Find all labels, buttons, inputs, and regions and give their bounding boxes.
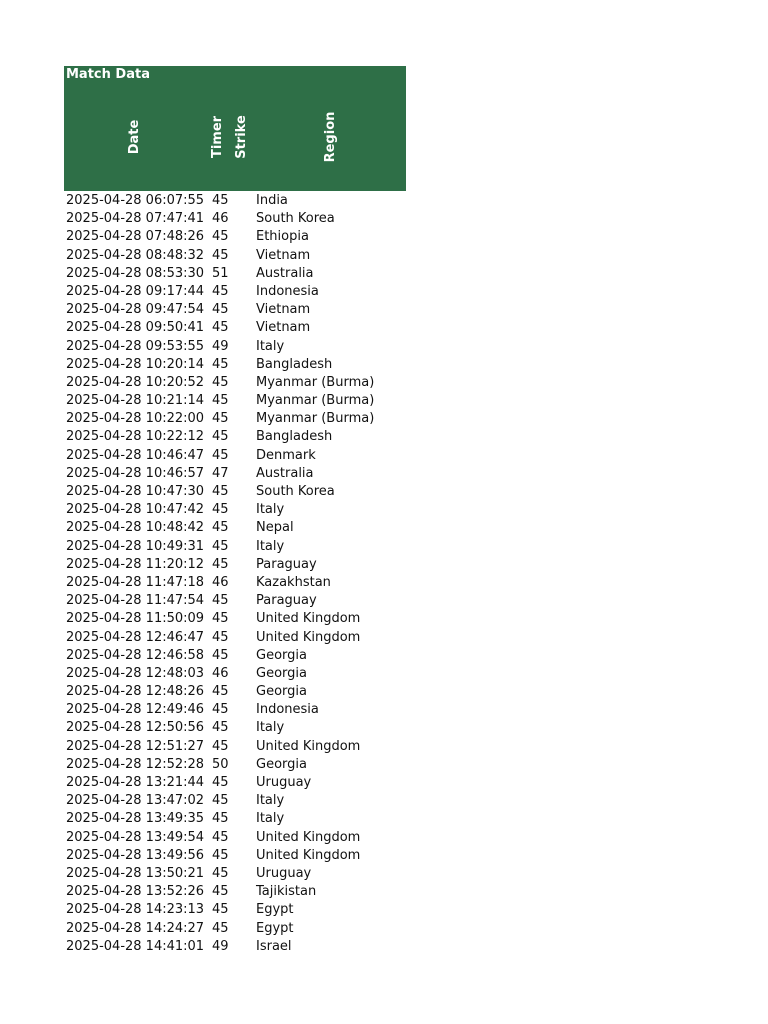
table-row[interactable] (64, 465, 406, 483)
table-row[interactable] (64, 738, 406, 756)
timer-strike-cell[interactable]: 45 (212, 229, 229, 245)
timer-strike-cell[interactable]: 49 (212, 938, 229, 954)
timer-strike-cell[interactable]: 46 (212, 665, 229, 681)
table-row[interactable] (64, 756, 406, 774)
date-cell[interactable]: 2025-04-28 10:49:31 (66, 538, 205, 554)
date-cell[interactable]: 2025-04-28 13:21:44 (66, 775, 205, 790)
timer-strike-cell[interactable]: 45 (212, 865, 229, 881)
table-row[interactable] (64, 447, 406, 465)
region-cell[interactable]: Italy (256, 538, 285, 554)
table-row[interactable] (64, 356, 406, 374)
column-header-timer[interactable]: Timer (210, 115, 225, 159)
table-body (64, 192, 406, 956)
table-row[interactable] (64, 483, 406, 501)
timer-strike-cell[interactable]: 45 (212, 738, 229, 754)
column-header-region[interactable]: Region (323, 111, 338, 163)
date-cell[interactable]: 2025-04-28 10:21:14 (66, 393, 205, 409)
table-row[interactable] (64, 192, 406, 210)
region-cell[interactable]: Myanmar (Burma) (256, 374, 375, 390)
timer-strike-cell[interactable]: 45 (212, 429, 229, 445)
timer-strike-cell[interactable]: 45 (212, 411, 229, 427)
date-cell[interactable]: 2025-04-28 11:47:18 (66, 574, 205, 590)
timer-strike-cell[interactable]: 45 (212, 283, 229, 299)
date-cell[interactable]: 2025-04-28 08:53:30 (66, 265, 205, 281)
region-cell[interactable]: Myanmar (Burma) (256, 393, 375, 409)
timer-strike-cell[interactable]: 45 (212, 702, 229, 718)
region-cell[interactable]: South Korea (256, 211, 335, 227)
region-cell[interactable]: United Kingdom (256, 611, 361, 627)
region-cell[interactable]: Bangladesh (256, 356, 333, 372)
column-header-strike[interactable]: Strike (234, 115, 249, 159)
timer-strike-cell[interactable]: 45 (212, 556, 229, 572)
date-cell[interactable]: 2025-04-28 09:47:54 (66, 302, 205, 318)
date-cell[interactable]: 2025-04-28 10:46:57 (66, 465, 205, 481)
timer-strike-cell[interactable]: 47 (212, 465, 229, 481)
timer-strike-cell[interactable]: 45 (212, 302, 229, 318)
timer-strike-cell[interactable]: 45 (212, 829, 229, 845)
region-cell[interactable]: Egypt (256, 920, 294, 936)
table-row[interactable] (64, 319, 406, 337)
region-cell[interactable]: Italy (256, 338, 285, 354)
timer-strike-cell[interactable]: 45 (212, 647, 229, 663)
timer-strike-cell[interactable]: 45 (212, 775, 229, 790)
region-cell[interactable]: Italy (256, 502, 285, 518)
table-row[interactable] (64, 338, 406, 356)
date-cell[interactable]: 2025-04-28 12:48:03 (66, 665, 205, 681)
region-cell[interactable]: Myanmar (Burma) (256, 411, 375, 427)
timer-strike-cell[interactable]: 50 (212, 756, 229, 772)
region-cell[interactable]: United Kingdom (256, 847, 361, 863)
date-cell[interactable]: 2025-04-28 11:20:12 (66, 556, 205, 572)
table-row[interactable] (64, 556, 406, 574)
date-cell[interactable]: 2025-04-28 06:07:55 (66, 193, 205, 208)
region-cell[interactable]: Vietnam (256, 247, 311, 263)
date-cell[interactable]: 2025-04-28 12:46:47 (66, 629, 205, 645)
region-cell[interactable]: Indonesia (256, 702, 319, 718)
table-header (64, 66, 406, 191)
region-cell[interactable]: United Kingdom (256, 829, 361, 845)
region-cell[interactable]: Tajikistan (256, 884, 317, 900)
region-cell[interactable]: Australia (256, 465, 314, 481)
date-cell[interactable]: 2025-04-28 13:49:54 (66, 829, 205, 845)
table-row[interactable] (64, 847, 406, 865)
table-row[interactable] (64, 883, 406, 901)
region-cell[interactable]: India (256, 193, 288, 208)
date-cell[interactable]: 2025-04-28 13:52:26 (66, 884, 205, 900)
region-cell[interactable]: Georgia (256, 684, 307, 700)
table-row[interactable] (64, 865, 406, 883)
table-row[interactable] (64, 265, 406, 283)
table-row[interactable] (64, 647, 406, 665)
date-cell[interactable]: 2025-04-28 14:23:13 (66, 902, 205, 918)
date-cell[interactable]: 2025-04-28 13:49:35 (66, 811, 205, 827)
timer-strike-cell[interactable]: 45 (212, 811, 229, 827)
region-cell[interactable]: Australia (256, 265, 314, 281)
table-row[interactable] (64, 792, 406, 810)
table-row[interactable] (64, 247, 406, 265)
region-cell[interactable]: United Kingdom (256, 629, 361, 645)
date-cell[interactable]: 2025-04-28 09:50:41 (66, 320, 205, 336)
table-row[interactable] (64, 228, 406, 246)
date-cell[interactable]: 2025-04-28 10:20:14 (66, 356, 205, 372)
timer-strike-cell[interactable]: 45 (212, 920, 229, 936)
table-row[interactable] (64, 829, 406, 847)
timer-strike-cell[interactable]: 46 (212, 211, 229, 227)
table-row[interactable] (64, 665, 406, 683)
region-cell[interactable]: Nepal (256, 520, 294, 536)
region-cell[interactable]: Denmark (256, 447, 316, 463)
date-cell[interactable]: 2025-04-28 13:47:02 (66, 793, 205, 809)
table-row[interactable] (64, 519, 406, 537)
table-row[interactable] (64, 701, 406, 719)
timer-strike-cell[interactable]: 45 (212, 520, 229, 536)
region-cell[interactable]: Vietnam (256, 302, 311, 318)
date-cell[interactable]: 2025-04-28 10:47:42 (66, 502, 205, 518)
date-cell[interactable]: 2025-04-28 07:48:26 (66, 229, 205, 245)
timer-strike-cell[interactable]: 45 (212, 902, 229, 918)
region-cell[interactable]: Uruguay (256, 865, 312, 881)
region-cell[interactable]: Vietnam (256, 320, 311, 336)
region-cell[interactable]: Bangladesh (256, 429, 333, 445)
timer-strike-cell[interactable]: 45 (212, 720, 229, 736)
region-cell[interactable]: Egypt (256, 902, 294, 918)
timer-strike-cell[interactable]: 45 (212, 629, 229, 645)
table-row[interactable] (64, 683, 406, 701)
date-cell[interactable]: 2025-04-28 10:22:00 (66, 411, 205, 427)
timer-strike-cell[interactable]: 45 (212, 320, 229, 336)
date-cell[interactable]: 2025-04-28 10:48:42 (66, 520, 205, 536)
timer-strike-cell[interactable]: 45 (212, 447, 229, 463)
match-data-sheet (64, 66, 406, 954)
timer-strike-cell[interactable]: 45 (212, 684, 229, 700)
timer-strike-cell[interactable]: 45 (212, 884, 229, 900)
timer-strike-cell[interactable]: 45 (212, 611, 229, 627)
date-cell[interactable]: 2025-04-28 12:50:56 (66, 720, 205, 736)
region-cell[interactable]: United Kingdom (256, 738, 361, 754)
timer-strike-cell[interactable]: 45 (212, 847, 229, 863)
table-row[interactable] (64, 610, 406, 628)
region-cell[interactable]: Ethiopia (256, 229, 309, 245)
table-row[interactable] (64, 210, 406, 228)
table-row[interactable] (64, 428, 406, 446)
table-row[interactable] (64, 374, 406, 392)
date-cell[interactable]: 2025-04-28 10:46:47 (66, 447, 205, 463)
region-cell[interactable]: South Korea (256, 484, 335, 499)
date-cell[interactable]: 2025-04-28 14:41:01 (66, 938, 205, 954)
date-cell[interactable]: 2025-04-28 12:46:58 (66, 647, 205, 663)
table-row[interactable] (64, 538, 406, 556)
date-cell[interactable]: 2025-04-28 12:48:26 (66, 684, 205, 700)
sheet-title: Match Data (66, 67, 150, 82)
table-row[interactable] (64, 501, 406, 519)
timer-strike-cell[interactable]: 49 (212, 338, 229, 354)
timer-strike-cell[interactable]: 45 (212, 502, 229, 518)
timer-strike-cell[interactable]: 45 (212, 393, 229, 409)
table-row[interactable] (64, 574, 406, 592)
date-cell[interactable]: 2025-04-28 07:47:41 (66, 211, 205, 227)
table-row[interactable] (64, 392, 406, 410)
timer-strike-cell[interactable]: 46 (212, 574, 229, 590)
date-cell[interactable]: 2025-04-28 12:52:28 (66, 756, 205, 772)
region-cell[interactable]: Georgia (256, 665, 307, 681)
timer-strike-cell[interactable]: 45 (212, 484, 229, 499)
table-row[interactable] (64, 920, 406, 938)
date-cell[interactable]: 2025-04-28 12:51:27 (66, 738, 205, 754)
date-cell[interactable]: 2025-04-28 13:50:21 (66, 865, 205, 881)
date-cell[interactable]: 2025-04-28 08:48:32 (66, 247, 205, 263)
region-cell[interactable]: Kazakhstan (256, 574, 331, 590)
date-cell[interactable]: 2025-04-28 14:24:27 (66, 920, 205, 936)
table-row[interactable] (64, 301, 406, 319)
region-cell[interactable]: Italy (256, 720, 285, 736)
date-cell[interactable]: 2025-04-28 09:17:44 (66, 283, 205, 299)
date-cell[interactable]: 2025-04-28 11:47:54 (66, 593, 205, 609)
region-cell[interactable]: Israel (256, 938, 292, 954)
timer-strike-cell[interactable]: 45 (212, 593, 229, 609)
table-row[interactable] (64, 283, 406, 301)
region-cell[interactable]: Italy (256, 811, 285, 827)
table-row[interactable] (64, 774, 406, 792)
table-row[interactable] (64, 901, 406, 919)
timer-strike-cell[interactable]: 45 (212, 247, 229, 263)
timer-strike-cell[interactable]: 45 (212, 193, 229, 208)
timer-strike-cell[interactable]: 45 (212, 793, 229, 809)
timer-strike-cell[interactable]: 45 (212, 356, 229, 372)
table-row[interactable] (64, 592, 406, 610)
date-cell[interactable]: 2025-04-28 10:22:12 (66, 429, 205, 445)
region-cell[interactable]: Italy (256, 793, 285, 809)
date-cell[interactable]: 2025-04-28 09:53:55 (66, 338, 205, 354)
timer-strike-cell[interactable]: 51 (212, 265, 229, 281)
date-cell[interactable]: 2025-04-28 12:49:46 (66, 702, 205, 718)
table-row[interactable] (64, 410, 406, 428)
table-row[interactable] (64, 629, 406, 647)
date-cell[interactable]: 2025-04-28 10:47:30 (66, 484, 205, 499)
region-cell[interactable]: Uruguay (256, 775, 312, 790)
timer-strike-cell[interactable]: 45 (212, 538, 229, 554)
region-cell[interactable]: Georgia (256, 647, 307, 663)
table-row[interactable] (64, 719, 406, 737)
timer-strike-cell[interactable]: 45 (212, 374, 229, 390)
region-cell[interactable]: Paraguay (256, 556, 317, 572)
table-row[interactable] (64, 810, 406, 828)
date-cell[interactable]: 2025-04-28 13:49:56 (66, 847, 205, 863)
table-row[interactable] (64, 938, 406, 956)
date-cell[interactable]: 2025-04-28 10:20:52 (66, 374, 205, 390)
date-cell[interactable]: 2025-04-28 11:50:09 (66, 611, 205, 627)
region-cell[interactable]: Paraguay (256, 593, 317, 609)
region-cell[interactable]: Georgia (256, 756, 307, 772)
region-cell[interactable]: Indonesia (256, 283, 319, 299)
column-header-date[interactable]: Date (127, 119, 142, 155)
